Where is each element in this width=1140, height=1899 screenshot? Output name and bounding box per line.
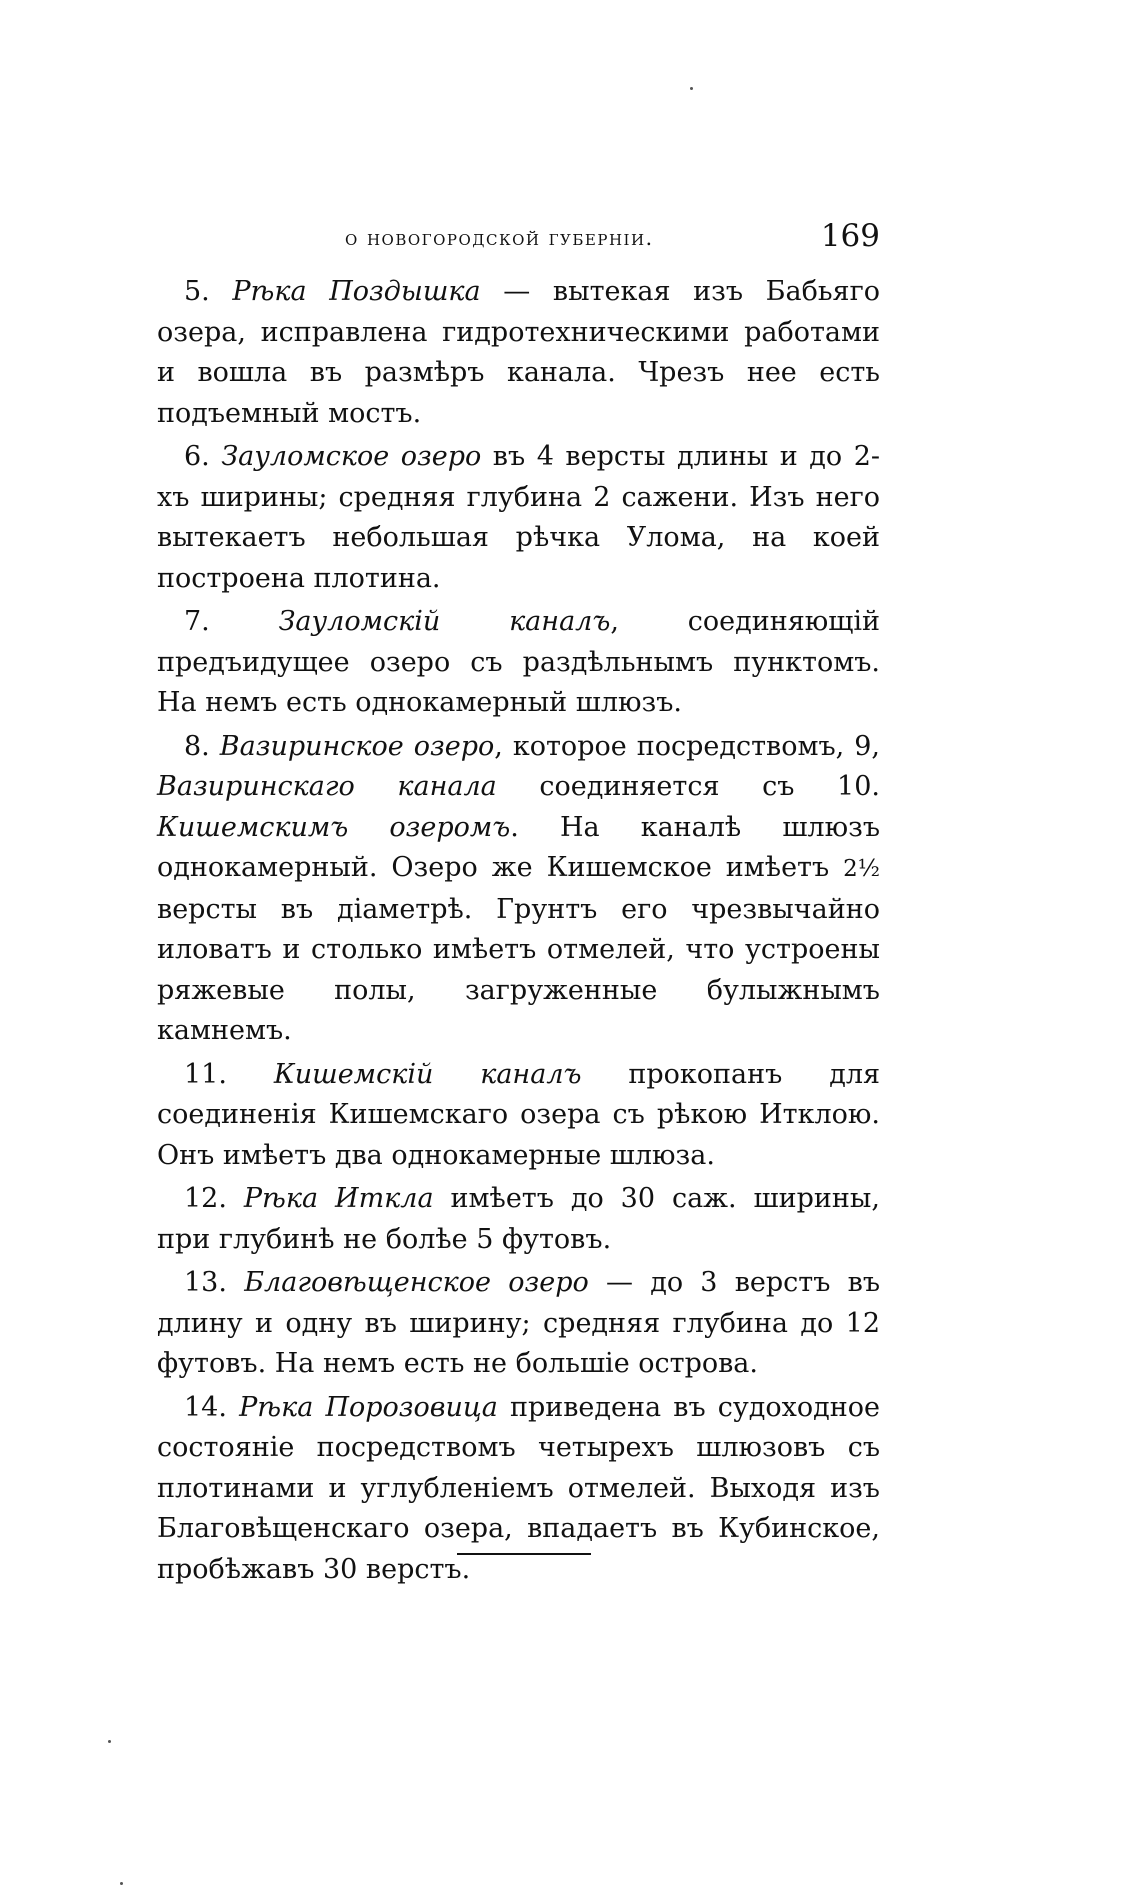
item-text: прокопанъ для соединенія Кишемскаго озера съ рѣкою Итклою. Онъ имѣетъ два однокамерные шлюза.: [157, 1058, 881, 1171]
item-text: — до 3 верстъ въ длину и одну въ ширину; средняя глубина до 12 футовъ. На немъ есть не большіе острова.: [157, 1267, 880, 1379]
item-term: Вазиринское озеро: [219, 730, 495, 762]
text-body: [157, 272, 880, 1593]
item-number: 12.: [184, 1183, 227, 1214]
item-text: соединяется съ 10.: [496, 771, 880, 802]
item-term: Кишемскій каналъ: [273, 1058, 582, 1090]
item-number: 7.: [184, 606, 210, 637]
fraction-value: 2½: [843, 856, 880, 882]
paragraph-13: [157, 1263, 880, 1385]
item-number: 5.: [184, 276, 210, 307]
paper-speck: [120, 1882, 123, 1885]
item-number: 8.: [184, 730, 210, 762]
paragraph-7: [157, 602, 880, 724]
page-header: [150, 218, 880, 258]
item-term: Зауломское озеро: [221, 441, 482, 472]
item-number: 13.: [184, 1267, 227, 1298]
item-text: приведена въ судоходное состояніе посредствомъ четырехъ шлюзовъ съ плотинами и углубленіемъ отмелей. Выходя изъ Благовѣщенскаго озера, впадаетъ въ Кубинское, пробѣжавъ 30 верстъ.: [157, 1391, 880, 1585]
item-number: 14.: [184, 1391, 227, 1423]
running-title: о новогородской губерніи.: [345, 226, 654, 250]
item-number: 6.: [184, 441, 210, 472]
item-term: Благовѣщенское озеро: [244, 1267, 589, 1298]
paper-speck: [108, 1740, 111, 1743]
item-text: имѣетъ до 30 саж. ширины, при глубинѣ не болѣе 5 футовъ.: [157, 1183, 880, 1255]
item-number: 11.: [184, 1058, 227, 1090]
item-text: въ 4 версты длины и до 2-хъ ширины; средняя глубина 2 сажени. Изъ него вытекаетъ небольшая рѣчка Улома, на коей построена плотина.: [157, 441, 880, 594]
item-term-tertiary: Кишемскимъ озеромъ: [157, 811, 511, 843]
item-term: Рѣка Порозовица: [239, 1391, 498, 1423]
end-rule: [457, 1553, 591, 1555]
paragraph-12: [157, 1179, 880, 1260]
paragraph-14: [157, 1388, 880, 1591]
item-text: , которое посредствомъ, 9,: [494, 730, 881, 762]
item-term: Зауломскій каналъ: [278, 606, 611, 637]
item-term-secondary: Вазиринскаго канала: [157, 771, 497, 802]
item-term: Рѣка Поздышка: [232, 276, 481, 307]
item-text: версты въ діаметрѣ. Грунтъ его чрезвычайно иловатъ и столько имѣетъ отмелей, что устроены ряжевые полы, загруженные булыжнымъ камнемъ.: [157, 893, 880, 1046]
paper-speck: [690, 87, 693, 90]
paragraph-8: [157, 727, 880, 1052]
item-term: Рѣка Иткла: [243, 1183, 434, 1214]
paragraph-6: [157, 437, 880, 599]
item-text: . На каналѣ шлюзъ однокамерный. Озеро же Кишемское имѣетъ: [157, 811, 880, 883]
page-number: 169: [820, 218, 880, 254]
item-text: — вытекая изъ Бабьяго озера, исправлена гидротехническими работами и вошла въ размѣръ канала. Чрезъ нее есть подъемный мостъ.: [157, 276, 880, 429]
paragraph-11: [157, 1055, 880, 1177]
paragraph-5: [157, 272, 880, 434]
item-text: , соединяющій предъидущее озеро съ раздѣльнымъ пунктомъ. На немъ есть однокамерный шлюзъ.: [157, 606, 880, 718]
